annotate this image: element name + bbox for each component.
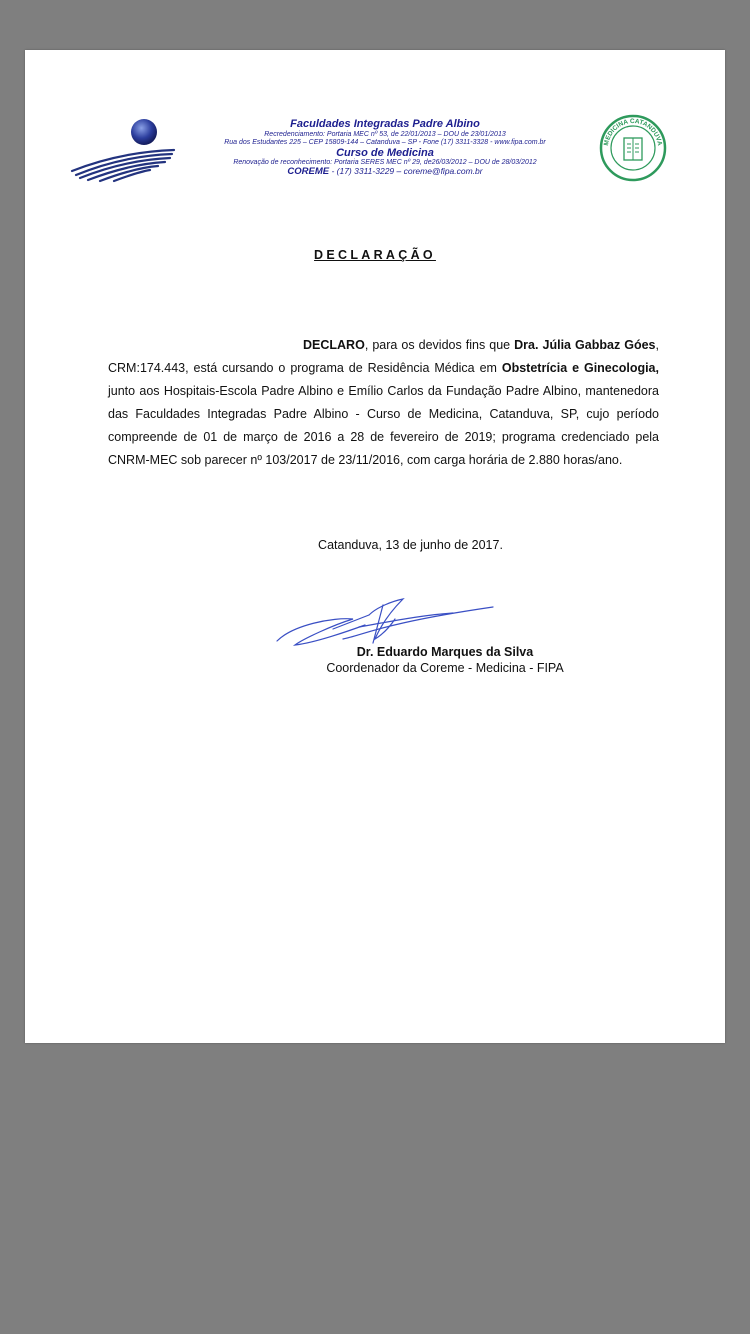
letterhead — [195, 118, 575, 178]
course-name: Curso de Medicina — [336, 146, 434, 159]
document-title: DECLARAÇÃO — [314, 248, 436, 262]
specialty-name: Obstetrícia e Ginecologia, — [501, 361, 659, 375]
medicina-seal — [599, 114, 667, 182]
signer-block — [275, 644, 615, 676]
institution-name: Faculdades Integradas Padre Albino — [290, 118, 480, 130]
signer-title: Coordenador da Coreme - Medicina - FIPA — [326, 661, 564, 675]
address-line: Rua dos Estudantes 225 – CEP 15809-144 – Catanduva – SP - Fone (17) 3311-3328 - www.fipa.com.br — [224, 138, 546, 146]
renovacao-line: Renovação de reconhecimento: Portaria SERES MEC nº 29, de26/03/2012 – DOU de 28/03/2012 — [233, 159, 537, 167]
body-text-3: junto aos Hospitais-Escola Padre Albino e Emílio Carlos da Fundação Padre Albino, mantenedora das Faculdades Integradas Padre Albino - Curso de Medicina, Catanduva, SP, cujo período compreende de 01 de março de 2016 a 28 de fevereiro de 2019; programa credenciado pela CNRM-MEC sob parecer nº 103/2017 de 23/11/2016, com carga horária de 2.880 horas/ano. — [108, 384, 659, 467]
body-text-1: , para os devidos fins que — [364, 338, 515, 352]
seal-text: MEDICINA CATANDUVA — [603, 117, 663, 147]
body-text-2: , CRM:174.443, está cursando o programa de Residência Médica em — [108, 338, 659, 375]
document-page — [25, 50, 725, 1043]
declaro-word: DECLARO — [303, 338, 365, 352]
resident-name: Dra. Júlia Gabbaz Góes — [514, 338, 656, 352]
institution-logo — [70, 118, 180, 184]
coreme-line — [195, 167, 575, 178]
signer-name: Dr. Eduardo Marques da Silva — [356, 645, 534, 659]
declaration-body — [108, 334, 659, 472]
recredenciamento-line: Recredenciamento: Portaria MEC nº 53, de 22/01/2013 – DOU de 23/01/2013 — [264, 130, 506, 138]
date-line: Catanduva, 13 de junho de 2017. — [318, 538, 503, 552]
coreme-contact: - (17) 3311-3229 – coreme@fipa.com.br — [329, 166, 483, 177]
coreme-label: COREME — [287, 166, 330, 178]
